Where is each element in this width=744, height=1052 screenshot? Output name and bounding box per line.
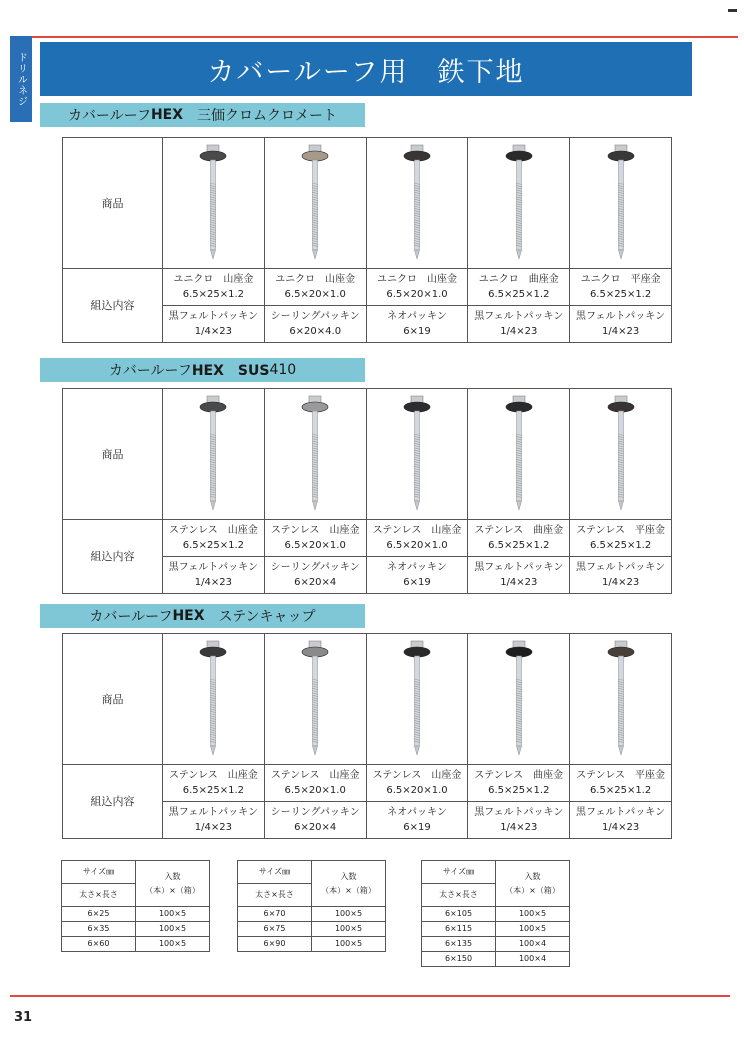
washer-type: ステンレス 山座金 <box>169 525 258 536</box>
packing-type: 黒フェルトパッキン <box>575 807 666 818</box>
qty-value: 100×5 <box>312 922 386 937</box>
contents-label: 組込内容 <box>63 765 163 839</box>
washer-size: 6.5×20×1.0 <box>284 540 346 551</box>
bottom-rule <box>10 995 730 997</box>
washer-size: 6.5×25×1.2 <box>182 785 245 796</box>
packing-spec-cell <box>570 306 672 343</box>
packing-type: ネオパッキン <box>387 562 447 573</box>
product-image-cell <box>366 389 468 520</box>
drill-screw-image <box>295 394 335 514</box>
size-header: サイズ㎜ <box>238 861 312 884</box>
section-title-suffix: ステンキャップ <box>204 609 316 625</box>
section-title-prefix: カバールーフ <box>67 108 151 124</box>
packing-size: 6×19 <box>403 577 431 588</box>
drill-screw-image <box>499 143 539 263</box>
product-image-cell <box>570 138 672 269</box>
washer-size: 6.5×25×1.2 <box>488 785 550 796</box>
packing-type: 黒フェルトパッキン <box>474 311 564 322</box>
qty-header-title: 入数 <box>164 871 181 881</box>
qty-value: 100×5 <box>136 922 210 937</box>
section-title-suffix: 三価クロムクロメート <box>183 108 338 124</box>
size-header: サイズ㎜ <box>422 861 496 884</box>
qty-header-unit: （本）×（箱） <box>145 885 200 895</box>
washer-spec-cell <box>366 520 468 557</box>
drill-screw-image <box>499 394 539 514</box>
size-row <box>62 922 210 937</box>
washer-type: ユニクロ 平座金 <box>580 274 661 285</box>
washer-spec-cell <box>570 269 672 306</box>
drill-screw-image <box>193 394 233 514</box>
washer-spec-cell <box>163 269 265 306</box>
product-image-cell <box>468 634 570 765</box>
washer-size: 6.5×25×1.2 <box>589 540 652 551</box>
product-image-row <box>63 138 672 269</box>
side-category-tab: ドリルネジ <box>10 36 32 122</box>
product-image-cell <box>264 634 366 765</box>
packing-size: 1/4×23 <box>500 326 538 337</box>
drill-screw-image <box>601 394 641 514</box>
packing-type: 黒フェルトパッキン <box>575 562 666 573</box>
packing-size: 6×20×4 <box>294 822 337 833</box>
qty-header-unit: （本）×（箱） <box>505 885 560 895</box>
washer-spec-cell <box>468 269 570 306</box>
section-title-bold: HEX SUS <box>191 363 270 379</box>
washer-row <box>63 765 672 802</box>
packing-type: シーリングパッキン <box>270 807 360 818</box>
size-value: 6×150 <box>422 952 496 967</box>
washer-spec-cell <box>468 520 570 557</box>
washer-row <box>63 520 672 557</box>
size-row <box>422 937 570 952</box>
packing-type: 黒フェルトパッキン <box>168 311 258 322</box>
drill-screw-image <box>601 143 641 263</box>
packing-type: 黒フェルトパッキン <box>168 562 258 573</box>
qty-value: 100×5 <box>312 907 386 922</box>
product-table-1 <box>62 137 672 343</box>
packing-size: 6×20×4.0 <box>289 326 342 337</box>
washer-type: ステンレス 平座金 <box>576 525 665 536</box>
packing-size: 1/4×23 <box>500 577 538 588</box>
product-label: 商品 <box>63 634 163 765</box>
washer-size: 6.5×20×1.0 <box>386 540 448 551</box>
dims-header: 太さ×長さ <box>62 884 136 907</box>
product-image-cell <box>366 634 468 765</box>
size-row <box>238 937 386 952</box>
product-image-row <box>63 634 672 765</box>
product-image-row <box>63 389 672 520</box>
washer-spec-cell <box>264 520 366 557</box>
drill-screw-image <box>193 143 233 263</box>
contents-label: 組込内容 <box>63 269 163 343</box>
washer-type: ステンレス 平座金 <box>576 770 665 781</box>
packing-spec-cell <box>570 557 672 594</box>
washer-type: ステンレス 曲座金 <box>474 525 564 536</box>
drill-screw-image <box>295 143 335 263</box>
size-value: 6×25 <box>62 907 136 922</box>
washer-type: ユニクロ 山座金 <box>275 274 356 285</box>
section-title-3 <box>40 604 365 628</box>
size-value: 6×90 <box>238 937 312 952</box>
contents-label: 組込内容 <box>63 520 163 594</box>
size-value: 6×60 <box>62 937 136 952</box>
dims-header: 太さ×長さ <box>238 884 312 907</box>
product-table-2 <box>62 388 672 594</box>
size-value: 6×115 <box>422 922 496 937</box>
packing-type: ネオパッキン <box>387 311 447 322</box>
qty-header-title: 入数 <box>524 871 541 881</box>
washer-type: ステンレス 曲座金 <box>474 770 564 781</box>
packing-type: 黒フェルトパッキン <box>168 807 258 818</box>
packing-type: 黒フェルトパッキン <box>474 807 564 818</box>
packing-size: 1/4×23 <box>601 577 640 588</box>
size-row <box>62 937 210 952</box>
qty-header-unit: （本）×（箱） <box>321 885 376 895</box>
qty-header <box>496 861 570 907</box>
packing-type: シーリングパッキン <box>270 562 360 573</box>
size-header-row <box>422 861 570 884</box>
packing-spec-cell <box>163 557 265 594</box>
drill-screw-image <box>397 143 437 263</box>
qty-value: 100×5 <box>496 922 570 937</box>
product-image-cell <box>468 389 570 520</box>
corner-mark <box>728 9 737 12</box>
section-title-1 <box>40 103 365 127</box>
page-number: 31 <box>14 1010 33 1025</box>
qty-header <box>136 861 210 907</box>
packing-size: 1/4×23 <box>601 326 640 337</box>
washer-size: 6.5×25×1.2 <box>589 289 652 300</box>
packing-spec-cell <box>468 306 570 343</box>
product-image-cell <box>163 389 265 520</box>
washer-type: ユニクロ 山座金 <box>173 274 254 285</box>
product-image-cell <box>264 389 366 520</box>
size-row <box>422 952 570 967</box>
size-header-row <box>62 861 210 884</box>
qty-value: 100×4 <box>496 952 570 967</box>
packing-size: 6×19 <box>403 326 431 337</box>
size-row <box>422 907 570 922</box>
packing-type: シーリングパッキン <box>270 311 360 322</box>
washer-spec-cell <box>264 765 366 802</box>
size-value: 6×70 <box>238 907 312 922</box>
product-image-cell <box>264 138 366 269</box>
washer-spec-cell <box>163 520 265 557</box>
size-value: 6×105 <box>422 907 496 922</box>
top-rule <box>32 36 738 38</box>
washer-spec-cell <box>468 765 570 802</box>
section-title-suffix: 410 <box>269 362 297 378</box>
size-row <box>62 907 210 922</box>
size-table-3 <box>421 860 570 967</box>
packing-spec-cell <box>366 802 468 839</box>
washer-spec-cell <box>264 269 366 306</box>
packing-spec-cell <box>264 802 366 839</box>
size-table-1 <box>61 860 210 952</box>
page-title: カバールーフ用 鉄下地 <box>40 42 692 96</box>
size-row <box>238 922 386 937</box>
washer-size: 6.5×20×1.0 <box>284 785 346 796</box>
washer-size: 6.5×20×1.0 <box>386 785 448 796</box>
product-label: 商品 <box>63 389 163 520</box>
packing-spec-cell <box>264 557 366 594</box>
size-table-2 <box>237 860 386 952</box>
packing-spec-cell <box>163 802 265 839</box>
product-image-cell <box>163 138 265 269</box>
product-table-3 <box>62 633 672 839</box>
packing-size: 1/4×23 <box>500 822 538 833</box>
drill-screw-image <box>193 639 233 759</box>
washer-spec-cell <box>163 765 265 802</box>
product-image-cell <box>468 138 570 269</box>
section-title-prefix: カバールーフ <box>108 363 192 379</box>
packing-spec-cell <box>468 802 570 839</box>
size-header-row <box>238 861 386 884</box>
packing-size: 1/4×23 <box>194 577 232 588</box>
drill-screw-image <box>499 639 539 759</box>
product-image-cell <box>570 389 672 520</box>
size-value: 6×135 <box>422 937 496 952</box>
section-title-2 <box>40 358 365 382</box>
washer-type: ステンレス 山座金 <box>169 770 258 781</box>
packing-size: 6×20×4 <box>294 577 337 588</box>
washer-type: ユニクロ 山座金 <box>376 274 457 285</box>
washer-row <box>63 269 672 306</box>
packing-type: 黒フェルトパッキン <box>474 562 564 573</box>
drill-screw-image <box>397 394 437 514</box>
drill-screw-image <box>397 639 437 759</box>
washer-type: ステンレス 山座金 <box>372 770 462 781</box>
washer-spec-cell <box>570 520 672 557</box>
dims-header: 太さ×長さ <box>422 884 496 907</box>
product-image-cell <box>163 634 265 765</box>
qty-value: 100×5 <box>136 907 210 922</box>
packing-spec-cell <box>570 802 672 839</box>
size-header: サイズ㎜ <box>62 861 136 884</box>
drill-screw-image <box>295 639 335 759</box>
size-row <box>238 907 386 922</box>
packing-spec-cell <box>264 306 366 343</box>
packing-spec-cell <box>366 557 468 594</box>
washer-size: 6.5×25×1.2 <box>488 289 550 300</box>
packing-spec-cell <box>163 306 265 343</box>
washer-size: 6.5×25×1.2 <box>589 785 652 796</box>
washer-size: 6.5×20×1.0 <box>386 289 448 300</box>
qty-value: 100×5 <box>312 937 386 952</box>
packing-size: 1/4×23 <box>194 326 232 337</box>
packing-size: 6×19 <box>403 822 431 833</box>
washer-spec-cell <box>570 765 672 802</box>
packing-size: 1/4×23 <box>194 822 232 833</box>
washer-size: 6.5×25×1.2 <box>488 540 550 551</box>
size-value: 6×75 <box>238 922 312 937</box>
washer-size: 6.5×25×1.2 <box>182 540 245 551</box>
section-title-bold: HEX <box>172 608 205 624</box>
washer-type: ステンレス 山座金 <box>372 525 462 536</box>
washer-type: ステンレス 山座金 <box>270 770 360 781</box>
size-value: 6×35 <box>62 922 136 937</box>
qty-header-title: 入数 <box>340 871 357 881</box>
washer-spec-cell <box>366 269 468 306</box>
section-title-prefix: カバールーフ <box>89 609 173 625</box>
product-image-cell <box>570 634 672 765</box>
qty-value: 100×4 <box>496 937 570 952</box>
washer-size: 6.5×20×1.0 <box>284 289 346 300</box>
drill-screw-image <box>601 639 641 759</box>
packing-spec-cell <box>366 306 468 343</box>
qty-value: 100×5 <box>136 937 210 952</box>
size-row <box>422 922 570 937</box>
qty-header <box>312 861 386 907</box>
washer-type: ステンレス 山座金 <box>270 525 360 536</box>
packing-type: ネオパッキン <box>387 807 447 818</box>
washer-spec-cell <box>366 765 468 802</box>
product-image-cell <box>366 138 468 269</box>
product-label: 商品 <box>63 138 163 269</box>
packing-spec-cell <box>468 557 570 594</box>
washer-type: ユニクロ 曲座金 <box>478 274 559 285</box>
qty-value: 100×5 <box>496 907 570 922</box>
packing-type: 黒フェルトパッキン <box>575 311 666 322</box>
washer-size: 6.5×25×1.2 <box>182 289 245 300</box>
section-title-bold: HEX <box>150 107 184 123</box>
packing-size: 1/4×23 <box>601 822 640 833</box>
